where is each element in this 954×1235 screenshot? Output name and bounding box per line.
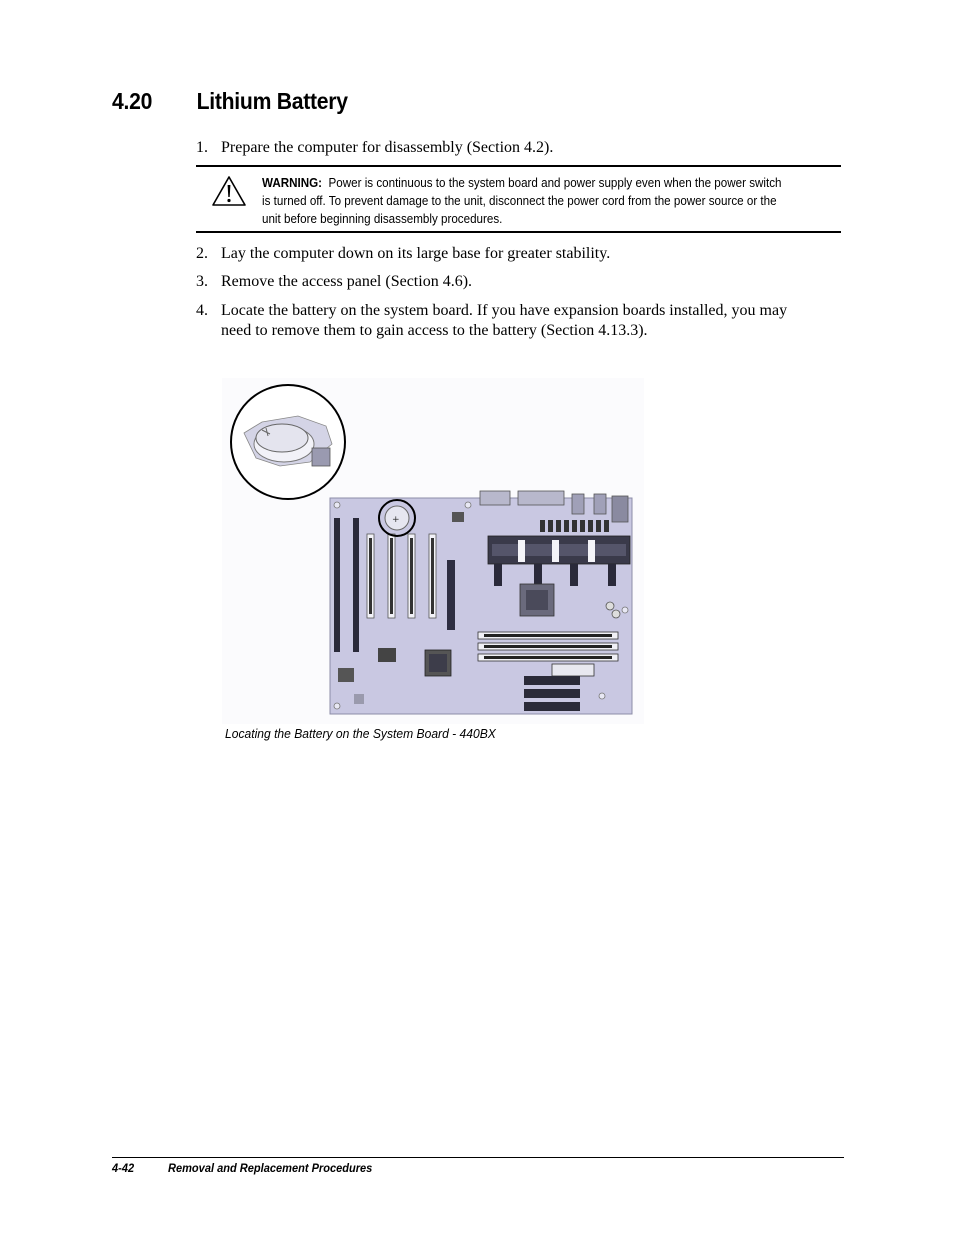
footer-page-number: 4-42 <box>112 1161 135 1175</box>
warning-text <box>262 174 783 228</box>
section-title: Lithium Battery <box>196 88 348 114</box>
system-board <box>330 491 632 714</box>
figure-caption: Locating the Battery on the System Board - 440BX <box>225 726 496 741</box>
step-number: 3. <box>196 273 208 290</box>
step-number: 1. <box>196 139 208 156</box>
warning-triangle-icon <box>211 175 247 207</box>
system-board-figure <box>222 378 644 724</box>
section-number: 4.20 <box>112 88 153 114</box>
section-heading <box>112 88 348 115</box>
warning-bottom-rule <box>196 231 841 233</box>
step-text: Lay the computer down on its large base for greater stability. <box>221 245 611 262</box>
step-number: 2. <box>196 245 208 262</box>
footer-rule <box>112 1157 844 1158</box>
step-text: Prepare the computer for disassembly (Section 4.2). <box>221 139 554 156</box>
battery-mark: + <box>392 515 400 525</box>
step-number: 4. <box>196 302 208 319</box>
warning-top-rule <box>196 165 841 167</box>
footer-title: Removal and Replacement Procedures <box>168 1161 373 1175</box>
warning-label: WARNING: <box>262 176 323 190</box>
battery-magnified-view <box>231 385 345 499</box>
step-text: Remove the access panel (Section 4.6). <box>221 273 473 290</box>
step-text: Locate the battery on the system board. If you have expansion boards installed, you may need to remove them to gain access to the battery (Section 4.13.3). <box>221 302 788 339</box>
warning-body: Power is continuous to the system board and power supply even when the power switch is turned off. To prevent damage to the unit, disconnect the power cord from the power source or the unit before beginning disassembly procedures. <box>262 176 782 226</box>
